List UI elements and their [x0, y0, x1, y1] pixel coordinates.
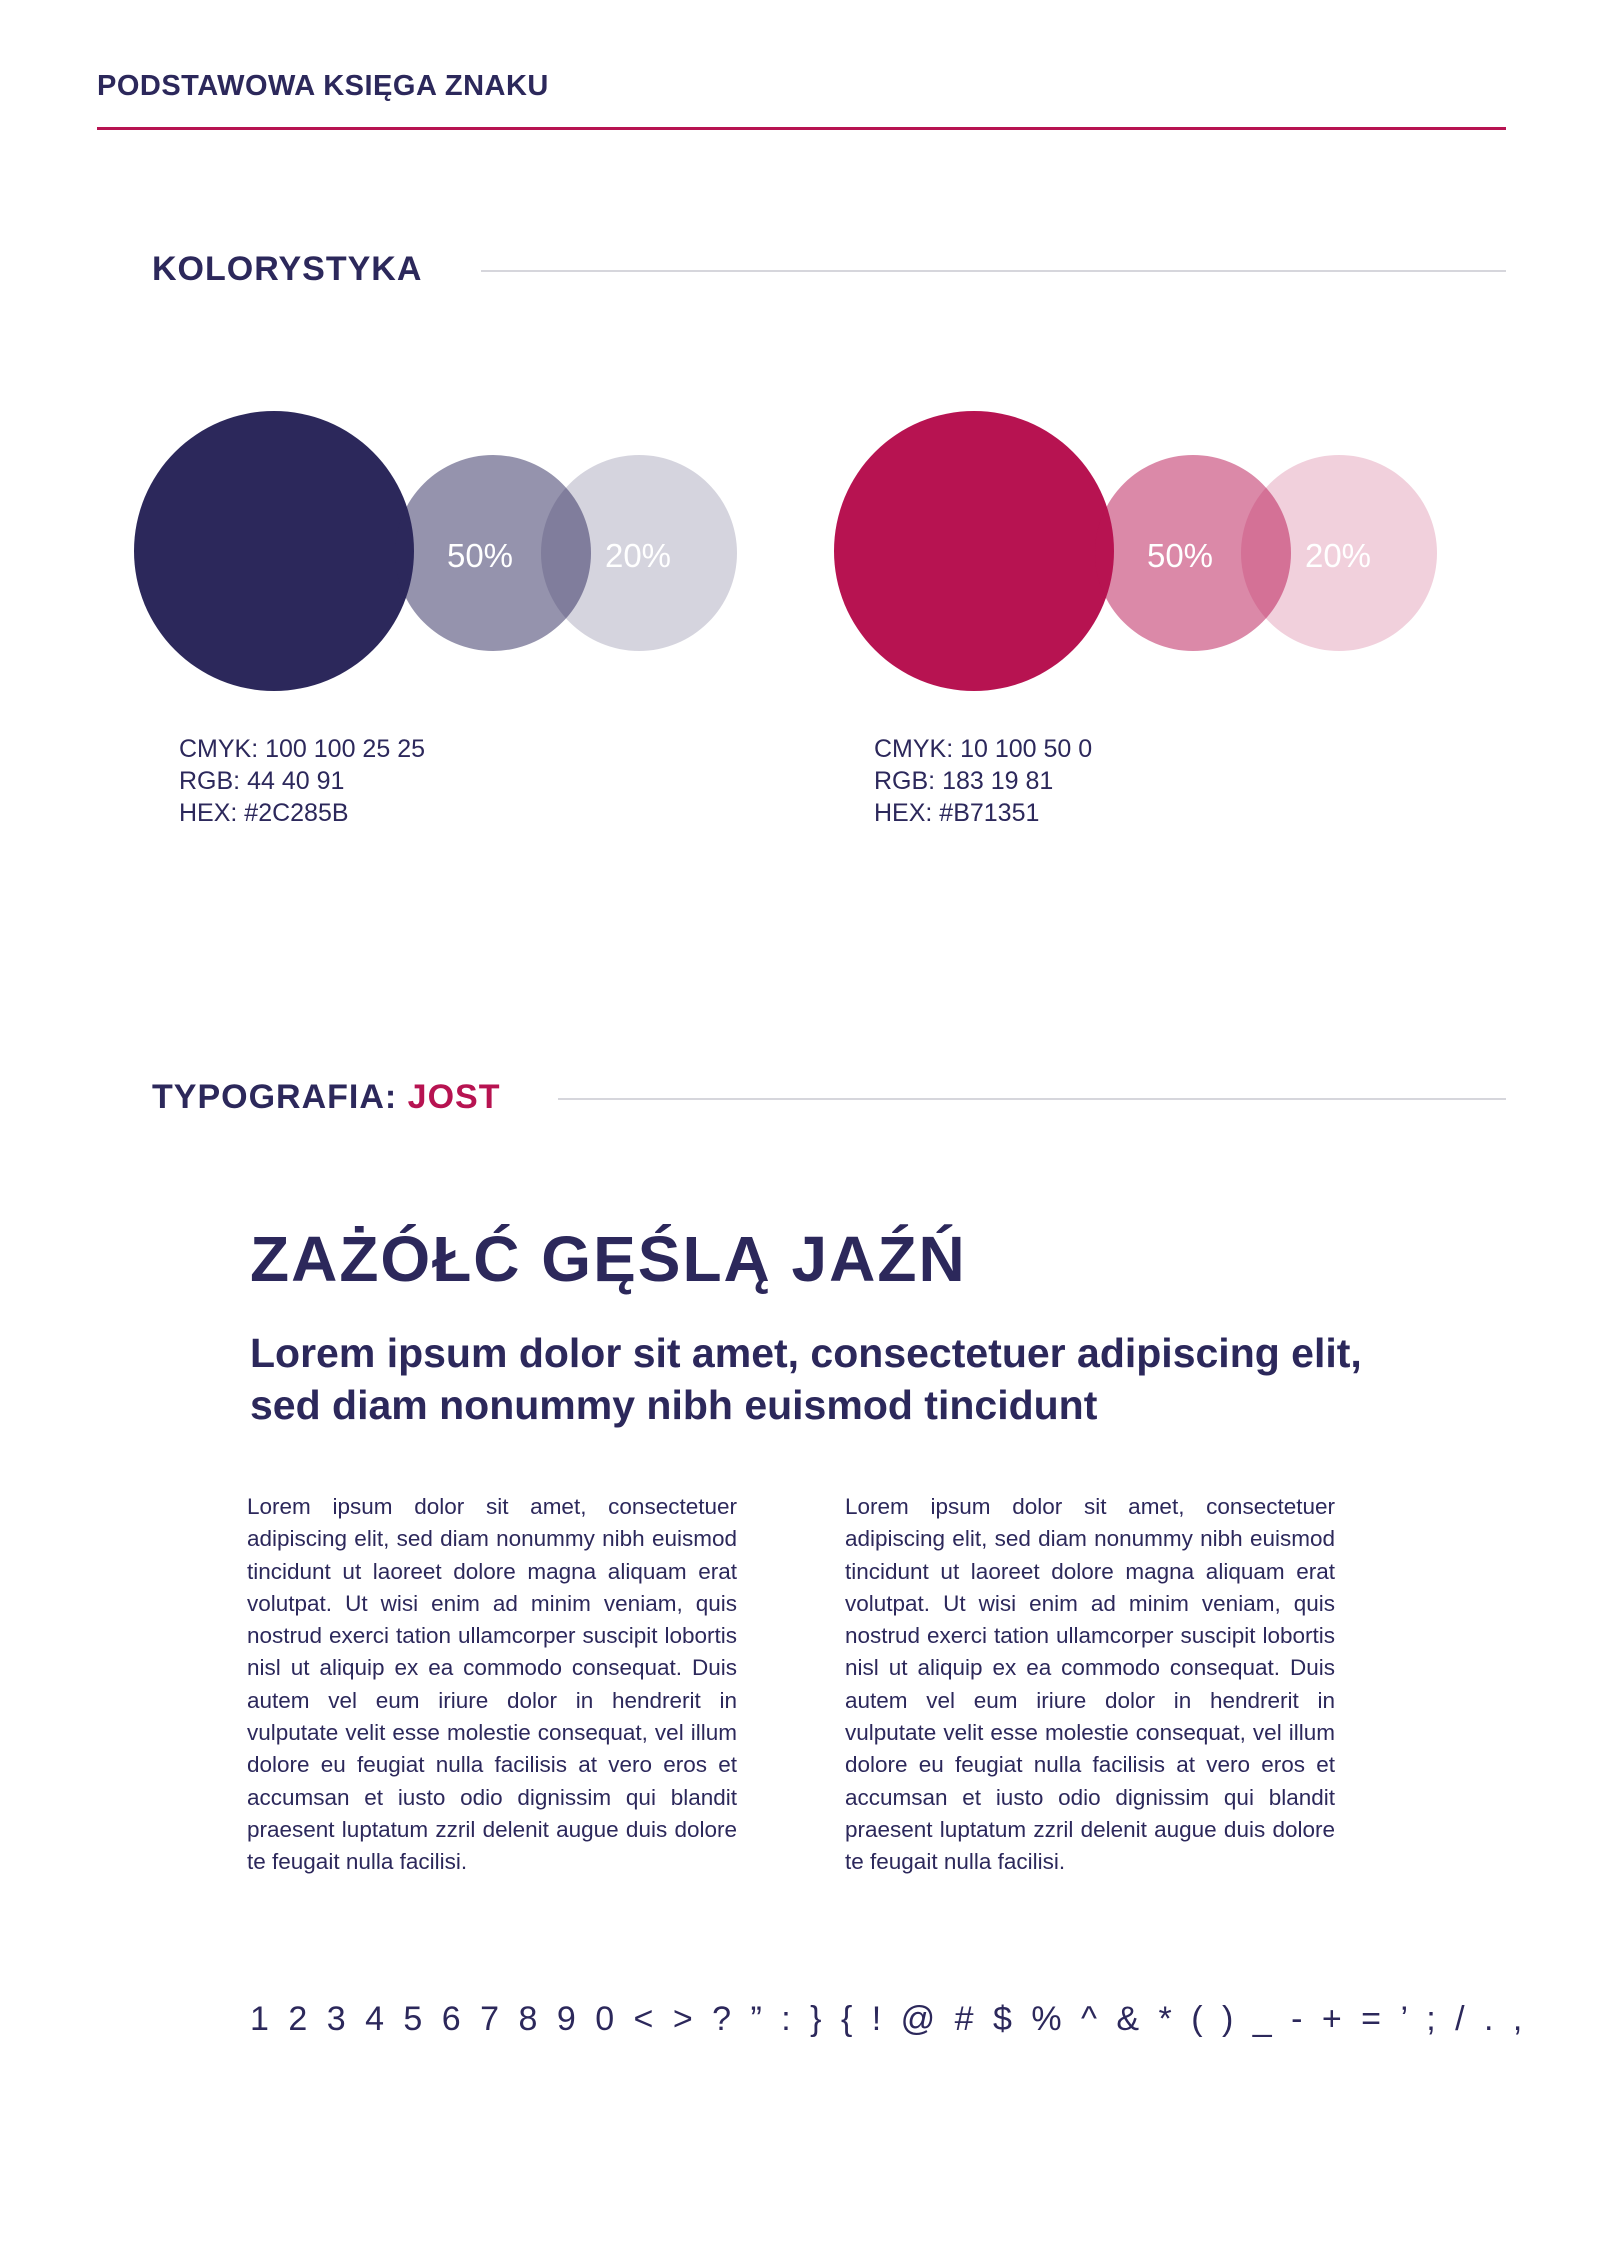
body-text-column-left: Lorem ipsum dolor sit amet, consectetuer adipiscing elit, sed diam nonummy nibh euismod tincidunt ut laoreet dolore magna aliquam erat volutpat. Ut wisi enim ad minim veniam, quis nostrud exerci tation ullamcorper suscipit lobortis nisl ut aliquip ex ea commodo consequat. Duis autem vel eum iriure dolor in hendrerit in vulputate velit esse molestie consequat, vel illum dolore eu feugiat nulla facilisis at vero eros et accumsan et iusto odio dignissim qui blandit praesent luptatum zzril delenit augue duis dolore te feugait nulla facilisi.	[247, 1494, 737, 1875]
hex-value: HEX: #B71351	[874, 799, 1040, 827]
header-divider	[97, 127, 1506, 130]
color-specs-navy	[179, 733, 425, 829]
swatch-navy-20-label: 20%	[604, 537, 672, 574]
page-header-title: PODSTAWOWA KSIĘGA ZNAKU	[97, 70, 549, 102]
typography-title-prefix: TYPOGRAFIA:	[152, 1078, 408, 1116]
swatch-crimson-100	[834, 411, 1114, 691]
swatch-navy-50-label: 50%	[446, 537, 514, 574]
color-specs-crimson	[874, 733, 1092, 829]
colors-section-divider	[481, 270, 1506, 272]
glyph-specimen-line: 1 2 3 4 5 6 7 8 9 0 < > ? ” : } { ! @ # $ % ^ & * ( ) _ - + = ’ ; / . ,	[250, 2000, 1527, 2038]
typography-section-title	[152, 1078, 500, 1117]
swatch-crimson-50-label: 50%	[1146, 537, 1214, 574]
hex-value: HEX: #2C285B	[179, 799, 349, 827]
swatch-crimson-20-label: 20%	[1304, 537, 1372, 574]
specimen-subheading: Lorem ipsum dolor sit amet, consectetuer adipiscing elit, sed diam nonummy nibh euismod tincidunt	[250, 1330, 1362, 1428]
swatch-navy-100	[134, 411, 414, 691]
typography-font-name: JOST	[407, 1078, 501, 1116]
typography-section-divider	[558, 1098, 1506, 1100]
specimen-heading: ZAŻÓŁĆ GĘŚLĄ JAŹŃ	[250, 1223, 967, 1295]
colors-section-title: KOLORYSTYKA	[152, 250, 423, 288]
body-text-column-right: Lorem ipsum dolor sit amet, consectetuer adipiscing elit, sed diam nonummy nibh euismod tincidunt ut laoreet dolore magna aliquam erat volutpat. Ut wisi enim ad minim veniam, quis nostrud exerci tation ullamcorper suscipit lobortis nisl ut aliquip ex ea commodo consequat. Duis autem vel eum iriure dolor in hendrerit in vulputate velit esse molestie consequat, vel illum dolore eu feugiat nulla facilisis at vero eros et accumsan et iusto odio dignissim qui blandit praesent luptatum zzril delenit augue duis dolore te feugait nulla facilisi.	[845, 1494, 1335, 1875]
rgb-value: RGB: 44 40 91	[179, 767, 345, 795]
cmyk-value: CMYK: 100 100 25 25	[179, 735, 425, 763]
cmyk-value: CMYK: 10 100 50 0	[874, 735, 1093, 763]
rgb-value: RGB: 183 19 81	[874, 767, 1054, 795]
